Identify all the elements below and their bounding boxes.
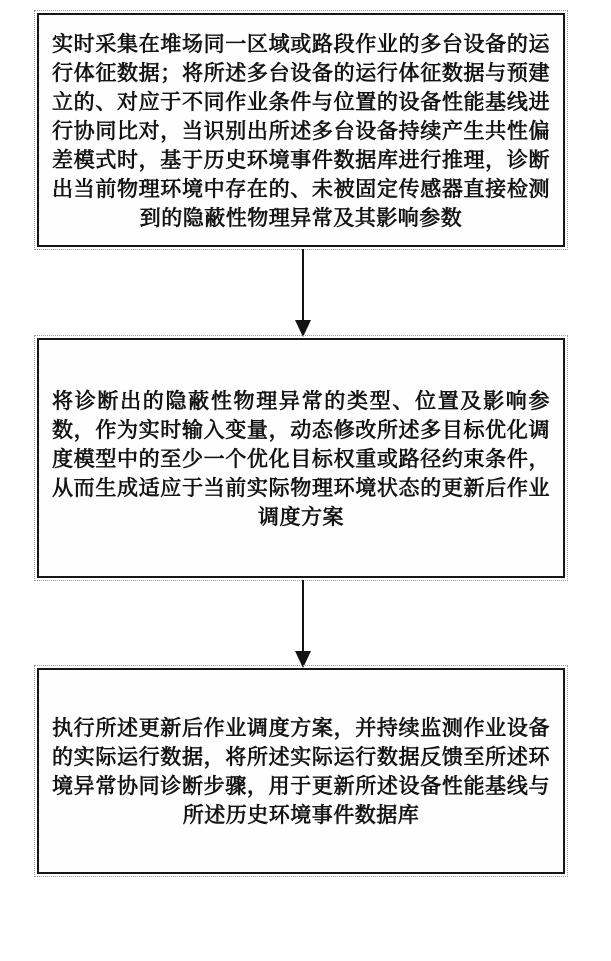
arrow-head-icon	[295, 320, 311, 337]
arrow-down-connector-2	[295, 580, 311, 668]
arrow-head-icon	[295, 651, 311, 668]
arrow-shaft	[302, 249, 304, 320]
flow-step-box-1	[37, 13, 565, 247]
flow-step-box-2	[37, 338, 565, 578]
flow-step-text-2: 将诊断出的隐蔽性物理异常的类型、位置及影响参数，作为实时输入变量，动态修改所述多目标优化调度模型中的至少一个优化目标权重或路径约束条件，从而生成适应于当前实际物理环境状态的更新后作业调度方案	[52, 387, 550, 529]
flow-step-box-3	[37, 668, 565, 874]
arrow-down-connector-1	[295, 249, 311, 337]
flow-step-text-1: 实时采集在堆场同一区域或路段作业的多台设备的运行体征数据；将所述多台设备的运行体征数据与预建立的、对应于不同作业条件与位置的设备性能基线进行协同比对，当识别出所述多台设备持续产生共性偏差模式时，基于历史环境事件数据库进行推理，诊断出当前物理环境中存在的、未被固定传感器直接检测到的隐蔽性物理异常及其影响参数	[52, 30, 550, 230]
arrow-shaft	[302, 580, 304, 651]
flow-step-text-3: 执行所述更新后作业调度方案，并持续监测作业设备的实际运行数据，将所述实际运行数据反馈至所述环境异常协同诊断步骤，用于更新所述设备性能基线与所述历史环境事件数据库	[52, 715, 550, 827]
